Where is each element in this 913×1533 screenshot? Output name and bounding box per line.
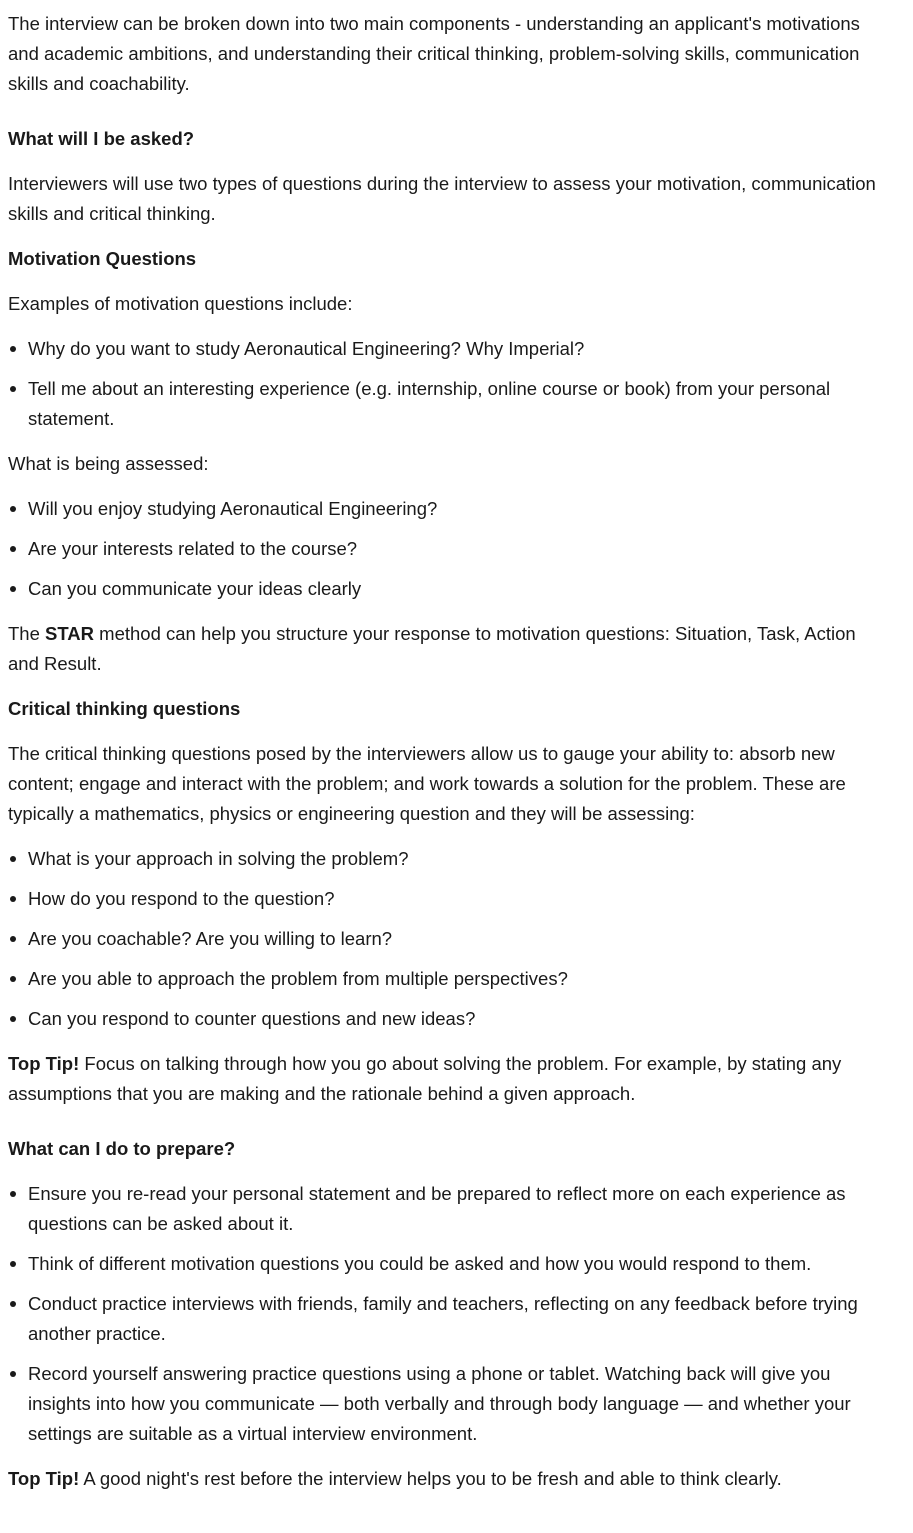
star-text-after: method can help you structure your response to motivation questions: Situation, Task, Action and Result. xyxy=(8,623,856,674)
motivation-examples-list xyxy=(8,334,889,434)
section-heading-motivation: Motivation Questions xyxy=(8,248,197,269)
list-item: Will you enjoy studying Aeronautical Engineering? xyxy=(8,494,889,524)
motivation-examples-label: Examples of motivation questions include: xyxy=(8,293,353,314)
list-item: Are you coachable? Are you willing to learn? xyxy=(8,924,889,954)
critical-paragraph: The critical thinking questions posed by the interviewers allow us to gauge your ability to: absorb new content; engage and interact with the problem; and work towards a solution for the problem. These are typically a mathematics, physics or engineering question and they will be assessing: xyxy=(8,743,846,824)
list-item: Are you able to approach the problem from multiple perspectives? xyxy=(8,964,889,994)
top-tip-text: Focus on talking through how you go about solving the problem. For example, by stating any assumptions that you are making and the rationale behind a given approach. xyxy=(8,1053,842,1104)
star-text-before: The xyxy=(8,623,46,644)
star-paragraph xyxy=(8,619,889,679)
top-tip-label: Top Tip! xyxy=(8,1468,80,1489)
asked-paragraph: Interviewers will use two types of questions during the interview to assess your motivation, communication skills and critical thinking. xyxy=(8,173,876,224)
assessed-list xyxy=(8,494,889,604)
list-item: Can you respond to counter questions and new ideas? xyxy=(8,1004,889,1034)
critical-top-tip xyxy=(8,1049,889,1109)
section-heading-asked: What will I be asked? xyxy=(8,128,195,149)
section-heading-prepare: What can I do to prepare? xyxy=(8,1138,236,1159)
top-tip-text: A good night's rest before the interview helps you to be fresh and able to think clearly. xyxy=(79,1468,782,1489)
prepare-list xyxy=(8,1179,889,1449)
list-item: Record yourself answering practice questions using a phone or tablet. Watching back will give you insights into how you communicate — both verbally and through body language — and whether your settings are suitable as a virtual interview environment. xyxy=(8,1359,889,1449)
list-item: Can you communicate your ideas clearly xyxy=(8,574,889,604)
intro-paragraph: The interview can be broken down into two main components - understanding an applicant's motivations and academic ambitions, and understanding their critical thinking, problem-solving skills, communication skills and coachability. xyxy=(8,13,860,94)
list-item: Conduct practice interviews with friends, family and teachers, reflecting on any feedback before trying another practice. xyxy=(8,1289,889,1349)
list-item: What is your approach in solving the problem? xyxy=(8,844,889,874)
star-bold: STAR xyxy=(45,623,95,644)
section-heading-critical: Critical thinking questions xyxy=(8,698,241,719)
assessed-label: What is being assessed: xyxy=(8,453,209,474)
critical-list xyxy=(8,844,889,1034)
list-item: Think of different motivation questions you could be asked and how you would respond to them. xyxy=(8,1249,889,1279)
top-tip-label: Top Tip! xyxy=(8,1053,80,1074)
list-item: Are your interests related to the course? xyxy=(8,534,889,564)
list-item: Ensure you re-read your personal statement and be prepared to reflect more on each experience as questions can be asked about it. xyxy=(8,1179,889,1239)
list-item: Tell me about an interesting experience (e.g. internship, online course or book) from your personal statement. xyxy=(8,374,889,434)
list-item: How do you respond to the question? xyxy=(8,884,889,914)
list-item: Why do you want to study Aeronautical Engineering? Why Imperial? xyxy=(8,334,889,364)
prepare-top-tip xyxy=(8,1464,889,1494)
